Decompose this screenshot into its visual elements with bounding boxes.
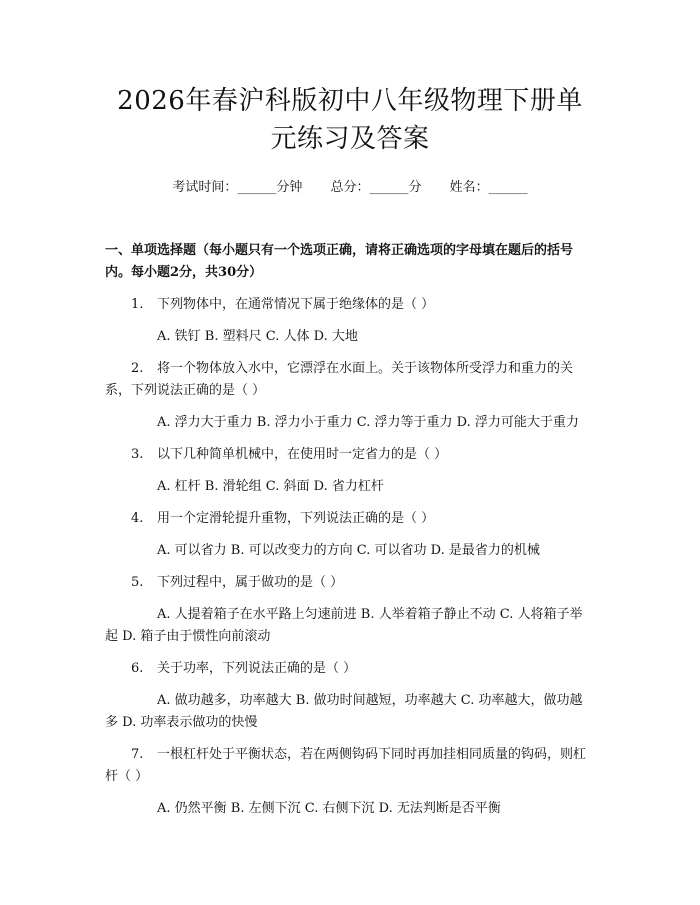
question-4-options: A. 可以省力 B. 可以改变力的方向 C. 可以省功 D. 是最省力的机械 xyxy=(157,543,540,558)
question-number: 4. xyxy=(131,511,144,526)
question-3 xyxy=(105,444,595,466)
question-stem: 关于功率，下列说法正确的是（ ） xyxy=(157,661,357,676)
exam-time-field: 考试时间：______分钟 xyxy=(172,180,303,195)
student-name-field: 姓名：______ xyxy=(449,180,528,195)
question-1-options: A. 铁钉 B. 塑料尺 C. 人体 D. 大地 xyxy=(157,329,358,344)
question-3-options: A. 杠杆 B. 滑轮组 C. 斜面 D. 省力杠杆 xyxy=(157,479,384,494)
document-title: 2026年春沪科版初中八年级物理下册单元练习及答案 xyxy=(117,86,583,154)
question-stem: 下列过程中，属于做功的是（ ） xyxy=(157,575,344,590)
question-stem: 用一个定滑轮提升重物，下列说法正确的是（ ） xyxy=(157,511,435,526)
question-number: 5. xyxy=(131,575,144,590)
question-stem: 下列物体中，在通常情况下属于绝缘体的是（ ） xyxy=(157,297,435,312)
question-stem: 以下几种简单机械中，在使用时一定省力的是（ ） xyxy=(157,447,448,462)
question-stem: 一根杠杆处于平衡状态，若在两侧钩码下同时再加挂相同质量的钩码，则杠杆（ ） xyxy=(105,747,587,784)
question-number: 3. xyxy=(131,447,144,462)
question-7 xyxy=(105,744,595,788)
question-1 xyxy=(105,294,595,316)
section-heading: 一、单项选择题（每小题只有一个选项正确，请将正确选项的字母填在题后的括号内。每小题2分，共30分） xyxy=(105,243,574,280)
question-stem: 将一个物体放入水中，它漂浮在水面上。关于该物体所受浮力和重力的关系，下列说法正确的是（ ） xyxy=(105,361,574,398)
question-5 xyxy=(105,572,595,594)
question-5-options: A. 人提着箱子在水平路上匀速前进 B. 人举着箱子静止不动 C. 人将箱子举起 D. 箱子由于惯性向前滚动 xyxy=(105,607,583,644)
question-number: 1. xyxy=(131,297,144,312)
question-7-options: A. 仍然平衡 B. 左侧下沉 C. 右侧下沉 D. 无法判断是否平衡 xyxy=(157,801,501,816)
question-list xyxy=(105,294,595,820)
question-2 xyxy=(105,358,595,402)
question-4 xyxy=(105,508,595,530)
question-6-options: A. 做功越多，功率越大 B. 做功时间越短，功率越大 C. 功率越大，做功越多 D. 功率表示做功的快慢 xyxy=(105,693,583,730)
exam-info xyxy=(105,178,595,198)
question-number: 2. xyxy=(131,361,144,376)
total-score-field: 总分：______分 xyxy=(330,180,422,195)
question-number: 7. xyxy=(131,747,144,762)
question-2-options: A. 浮力大于重力 B. 浮力小于重力 C. 浮力等于重力 D. 浮力可能大于重力 xyxy=(157,415,579,430)
question-number: 6. xyxy=(131,661,144,676)
question-6 xyxy=(105,658,595,680)
